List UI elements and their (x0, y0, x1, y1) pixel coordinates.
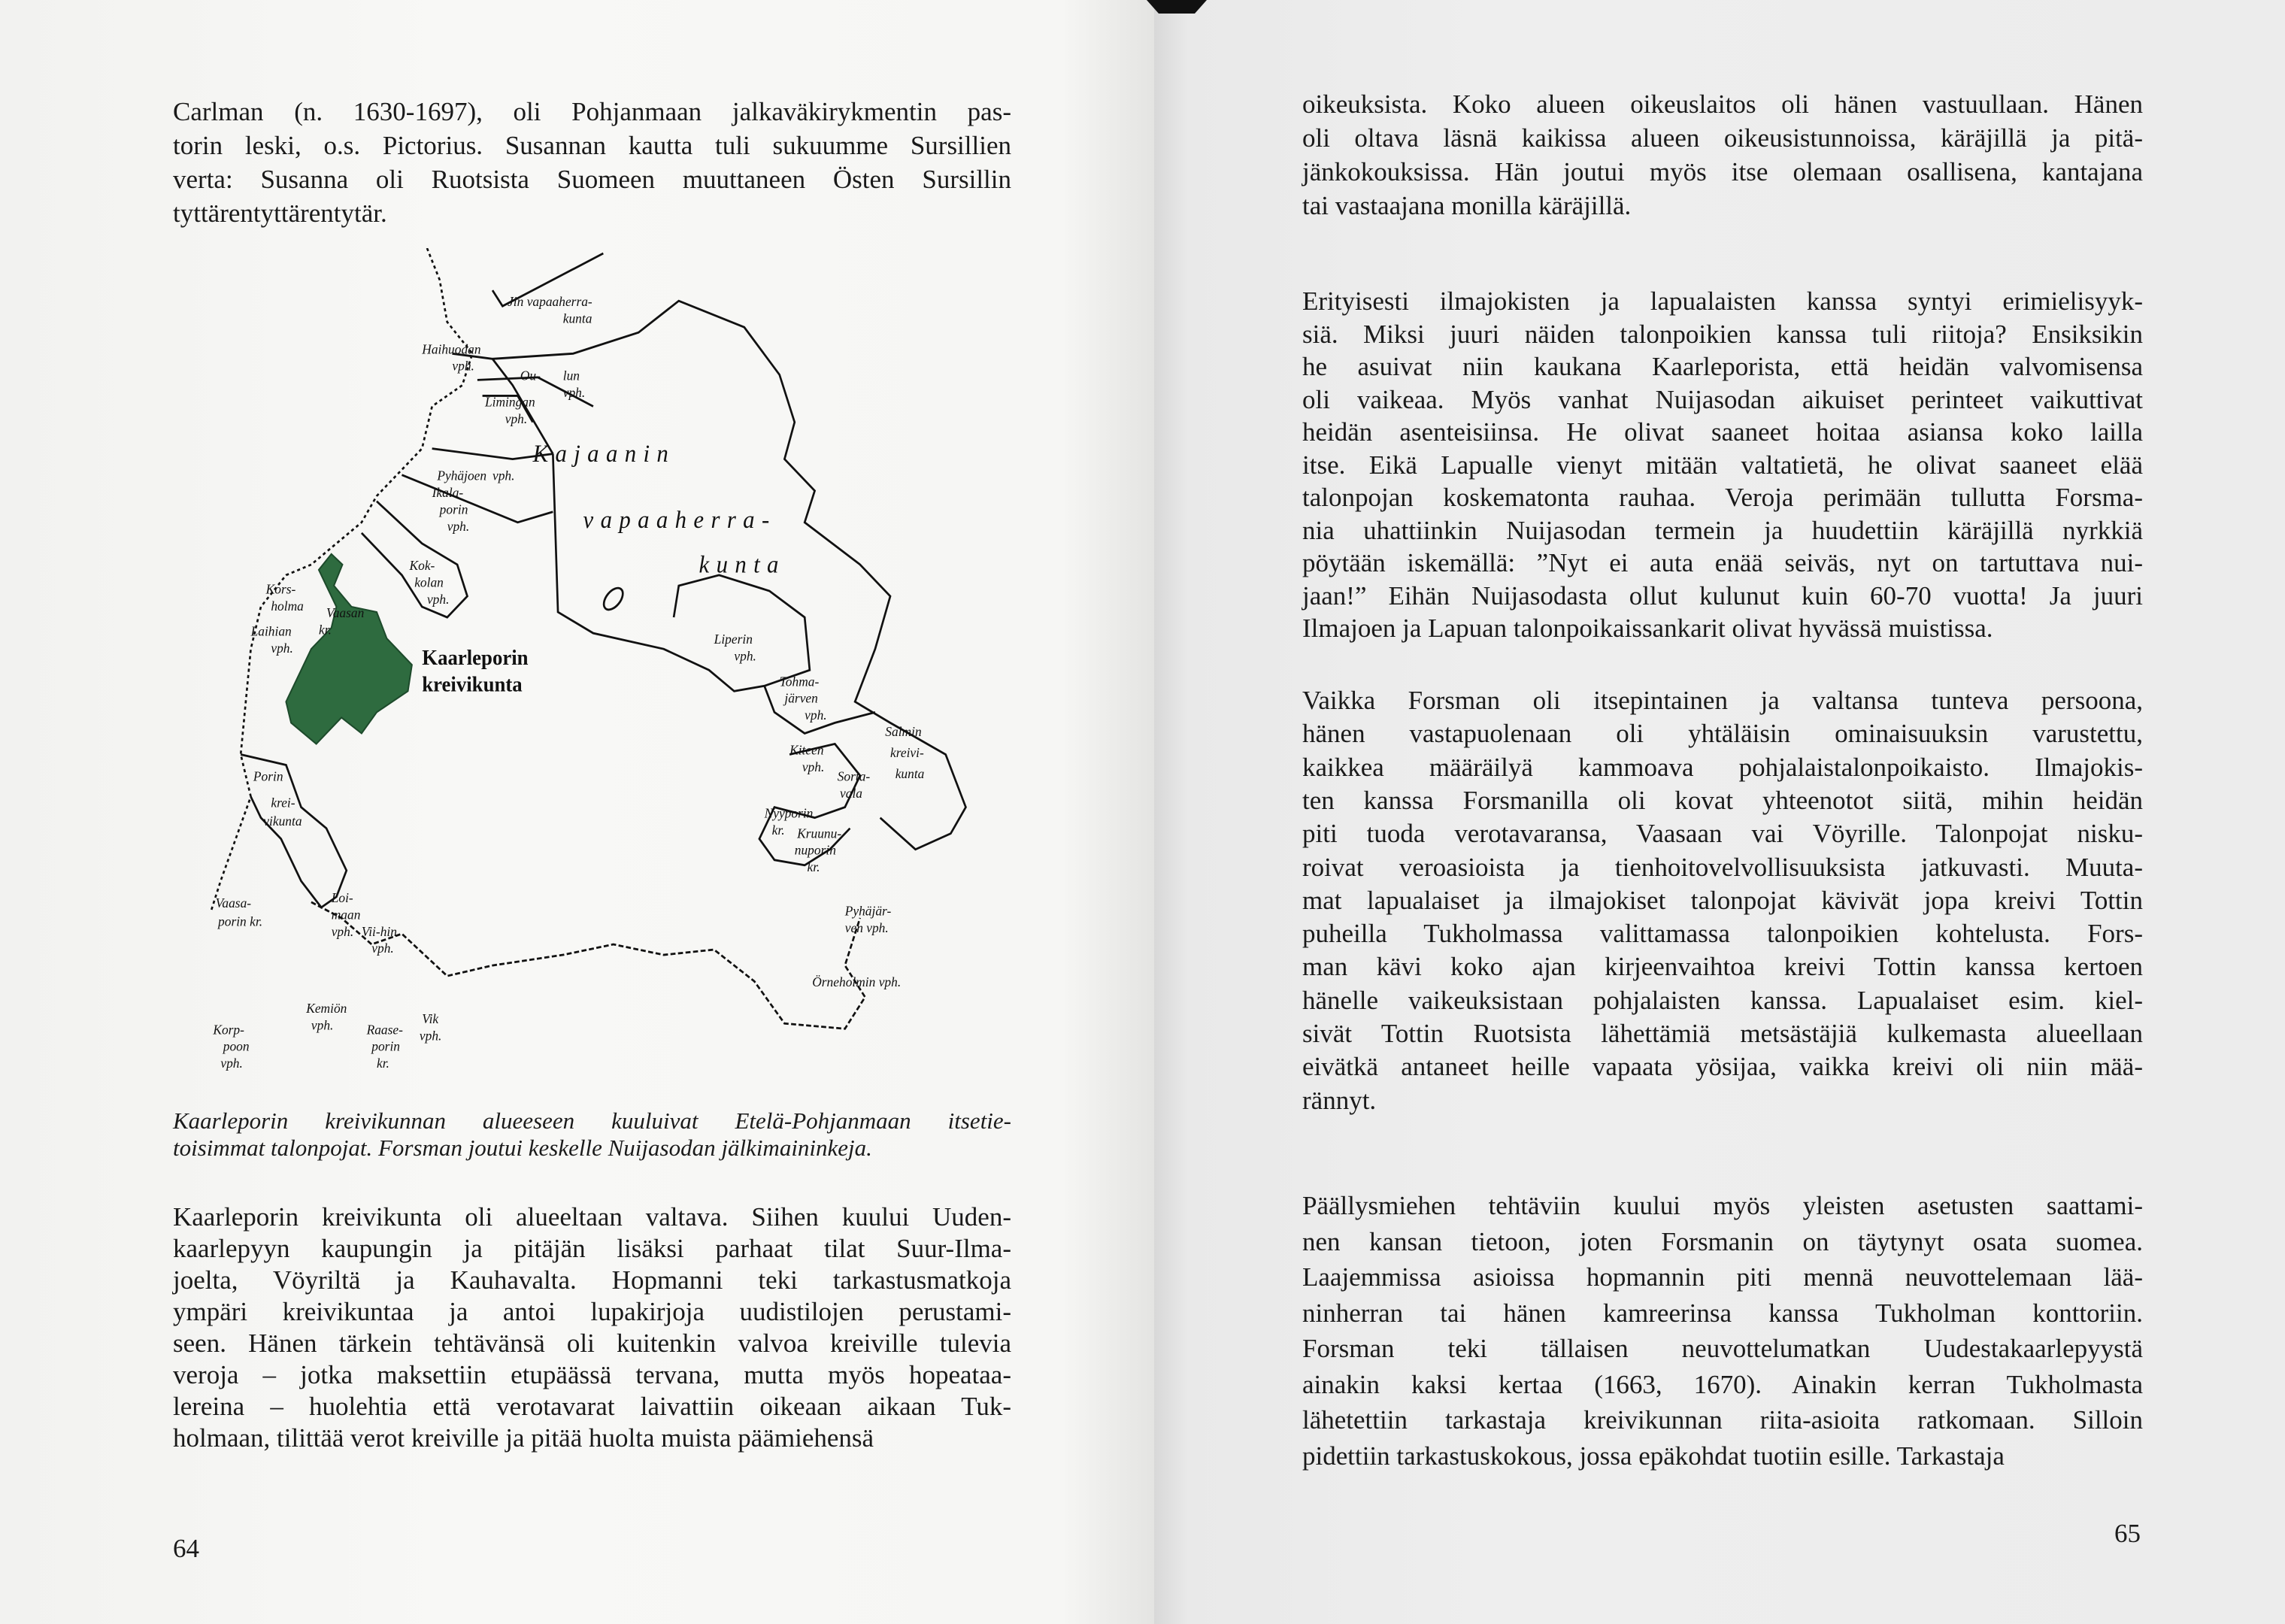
kaarleporin-kreivikunta-region (286, 554, 411, 744)
map-place-label: kunta (562, 311, 592, 326)
paragraph-line: sivät Tottin Ruotsista lähettämiä metsästäjiä kulkemasta alueellaan (1302, 1019, 2143, 1048)
paragraph-line: ninherran tai hänen kamreerinsa kanssa Tukholman konttoriin. (1302, 1298, 2143, 1328)
paragraph-line: siä. Miksi juuri näiden talonpoikien kanssa tuli riitoja? Ensiksikin (1302, 319, 2143, 349)
lake-outline (600, 584, 626, 613)
map-place-label: kr. (771, 822, 785, 838)
paragraph-line: oli oltava läsnä kaikissa alueen oikeusistunnoissa, käräjillä ja pitä- (1302, 123, 2143, 153)
map-place-label: Korp- (213, 1021, 244, 1038)
map-place-label: Vik (422, 1010, 439, 1027)
map-place-label: kr. (376, 1055, 389, 1071)
paragraph-line: nen kansan tietoon, joten Forsmanin on täytynyt osata suomea. (1302, 1226, 2143, 1256)
map-place-label: kunta (895, 765, 925, 782)
map-place-label: maan (331, 906, 361, 923)
map-legend-line-2: kreivikunta (422, 672, 523, 696)
map-place-label: Kors- (265, 581, 296, 597)
paragraph-line: pidettiin tarkastuskokous, jossa epäkohdat tuotiin esille. Tarkastaja (1302, 1441, 2005, 1471)
map-place-label: Örneholmin vph. (812, 974, 902, 990)
map-place-label: Kiteen (789, 742, 824, 758)
map-place-label: vph. (562, 384, 586, 400)
map-place-label: lun (562, 368, 580, 383)
map-place-label: Kruunu- (797, 825, 842, 841)
paragraph-line: hänelle vaikeuksistaan pohjalaisten kanssa. Lapualaiset esim. kiel- (1302, 985, 2143, 1015)
map-place-label: porin (439, 501, 468, 517)
paragraph-line: seen. Hänen tärkein tehtävänsä oli kuitenkin valvoa kreiville tulevia (173, 1329, 1011, 1358)
map-place-label: kr. (318, 622, 332, 638)
map-place-label: Jin vapaaherra- (508, 293, 592, 310)
map-place-label: porin kr. (218, 914, 263, 929)
map-place-label: vph. (271, 640, 293, 656)
map-place-label: järven (784, 690, 818, 706)
map-place-label: Ou- (520, 368, 541, 383)
paragraph-line: piti tuoda verotavaransa, Vaasaan vai Vöyrille. Talonpojat nisku- (1302, 819, 2143, 849)
paragraph-line: ympäri kreivikuntaa ja antoi lupakirjoja uudistilojen perustami- (173, 1297, 1011, 1326)
paragraph-line: Kaarleporin kreivikunta oli alueeltaan valtava. Siihen kuului Uuden- (173, 1202, 1011, 1232)
paragraph-line: mat lapualaiset ja ilmajokiset talonpojat kävivät jopa kreivi Tottin (1302, 885, 2143, 915)
map-place-label: Sorta- (837, 768, 871, 784)
paragraph-line: Forsman teki tällaisen neuvottelumatkan Uudestakaarlepyystä (1302, 1334, 2143, 1363)
map-place-label: kunta (699, 550, 786, 578)
map-place-label: vph. (447, 518, 470, 535)
paragraph-line: joelta, Vöyriltä ja Kauhavalta. Hopmanni teki tarkastusmatkoja (173, 1265, 1011, 1295)
paragraph-line: holmaan, tilittää verot kreiville ja pitää huolta muista päämiehensä (173, 1423, 874, 1453)
map-place-label: vph. (452, 358, 474, 374)
figure-caption-line: toisimmat talonpojat. Forsman joutui keskelle Nuijasodan jälkimaininkeja. (173, 1135, 872, 1161)
paragraph-line: heidän asenteisiinsa. He olivat saaneet hoitaa asiansa koko lailla (1302, 417, 2143, 447)
paragraph-line: man kävi koko ajan kirjeenvaihtoa kreivi Tottin kanssa kertoen (1302, 952, 2143, 982)
map-place-label: kolan (414, 574, 444, 590)
map-place-label: vph. (802, 759, 825, 775)
paragraph-line: kaikkea määräilyä kammoava pohjalaistalonpoikaisto. Ilmajokis- (1302, 752, 2143, 782)
paragraph-line: jaan!” Eihän Nuijasodasta ollut kulunut kuin 60-70 vuotta! Ja juuri (1302, 580, 2143, 611)
paragraph-line: tai vastaajana monilla käräjillä. (1302, 191, 1632, 220)
map-place-label: holma (271, 598, 304, 614)
map-place-label: vph. (419, 1028, 442, 1044)
paragraph-line: Laajemmissa asioissa hopmannin piti mennä neuvottelemaan lää- (1302, 1262, 2143, 1292)
map-place-label: Vaasa- (215, 895, 252, 911)
map-place-label: Porin (253, 768, 283, 784)
map-place-label: Raase- (366, 1021, 403, 1038)
map-legend-line-1: Kaarleporin (422, 646, 529, 670)
paragraph-line: lereina – huolehtia että verotavarat laivattiin oikeaan aikaan Tuk- (173, 1392, 1011, 1421)
map-place-label: Pyhäjär- (844, 903, 892, 919)
map-place-label: vph. (220, 1055, 243, 1071)
map-place-label: Haihuodan (422, 341, 481, 357)
map-place-label: vph. (492, 468, 515, 483)
paragraph-line: Erityisesti ilmajokisten ja lapualaisten kanssa syntyi erimielisyyk- (1302, 286, 2143, 316)
page-number-left: 64 (173, 1534, 199, 1563)
map-place-label: vala (840, 785, 863, 801)
paragraph-line: Ilmajoen ja Lapuan talonpoikaissankarit olivat hyvässä muistissa. (1302, 614, 1993, 643)
paragraph-line: lähetettiin tarkastaja kreivikunnan riita-asioita ratkomaan. Silloin (1302, 1405, 2143, 1435)
paragraph-line: kaarlepyyn kaupungin ja pitäjän lisäksi parhaat tilat Suur-Ilma- (173, 1234, 1011, 1263)
paragraph-line: veroja – jotka maksettiin etupäässä tervana, mutta myös hopeataa- (173, 1360, 1011, 1389)
map-place-label: poon (223, 1038, 250, 1054)
map-place-label: vapaaherra- (583, 506, 777, 533)
paragraph-line: rännyt. (1302, 1085, 1377, 1115)
map-place-label: Salmin (885, 723, 922, 740)
page-number-right: 65 (2114, 1519, 2141, 1548)
map-place-label: vikunta (263, 813, 302, 829)
map-place-label: Kok- (409, 557, 435, 574)
south-coast (311, 902, 865, 1029)
paragraph-line: verta: Susanna oli Ruotsista Suomeen muuttaneen Östen Sursillin (173, 165, 1011, 194)
paragraph-line: oikeuksista. Koko alueen oikeuslaitos oli hänen vastuullaan. Hänen (1302, 89, 2143, 119)
map-place-label: Vaasan (326, 604, 365, 621)
map-place-label: kreivi- (890, 744, 924, 761)
map-place-label: Limingan (484, 394, 535, 410)
map-place-label: Laihian (250, 623, 292, 639)
map-place-label: vph. (805, 707, 827, 723)
map-place-label: Vii-hin (361, 923, 397, 939)
map-place-label: Tohma- (779, 673, 820, 689)
map-place-label: porin (371, 1038, 401, 1054)
historical-map (211, 248, 1000, 1075)
map-place-label: vph. (734, 648, 756, 664)
paragraph-line: ten kanssa Forsmanilla oli kovat yhteenotot siitä, mihin heidän (1302, 785, 2143, 815)
paragraph-line: pöytään iskemällä: ”Nyt ei auta enää seiväs, nyt on tartuttava nui- (1302, 548, 2143, 577)
map-place-label: nuporin (794, 842, 836, 858)
paragraph-line: oli vaikeaa. Myös vanhat Nuijasodan aikuiset perinteet vaikuttivat (1302, 384, 2143, 414)
paragraph-line: eivätkä antaneet heille vapaata yösijaa, vaikka kreivi oli niin mää- (1302, 1052, 2143, 1082)
paragraph-line: he asuivat niin kaukana Kaarleporista, että heidän valvomisensa (1302, 352, 2143, 381)
figure-caption-line: Kaarleporin kreivikunnan alueeseen kuuluivat Etelä-Pohjanmaan itsetie- (173, 1107, 1011, 1134)
map-place-label: Ikala- (432, 484, 464, 501)
paragraph-line: Päällysmiehen tehtäviin kuului myös yleisten asetusten saattami- (1302, 1191, 2143, 1220)
map-place-label: vph. (371, 940, 394, 956)
paragraph-line: tyttärentyttärentytär. (173, 198, 387, 228)
paragraph-line: torin leski, o.s. Pictorius. Susannan kautta tuli sukuumme Sursillien (173, 131, 1011, 160)
paragraph-line: talonpojan koskematonta rauhaa. Veroja perimään tullutta Forsma- (1302, 483, 2143, 512)
map-place-label: ven vph. (844, 920, 889, 935)
map-place-label: vph. (505, 411, 528, 427)
map-place-label: Loi- (331, 889, 353, 905)
paragraph-line: roivat veroasioista ja tienhoitovelvollisuuksista jatkuvasti. Muuta- (1302, 852, 2143, 882)
paragraph-line: Carlman (n. 1630-1697), oli Pohjanmaan jalkaväkirykmentin pas- (173, 97, 1011, 126)
paragraph-line: itse. Eikä Lapualle vienyt mitään valtatietä, he olivat saaneet elää (1302, 450, 2143, 480)
paragraph-line: puheilla Tukholmassa valittamassa talonpoikien kohtelusta. Fors- (1302, 919, 2143, 949)
paragraph-line: jänkokouksissa. Hän joutui myös itse olemaan osallisena, kantajana (1302, 157, 2143, 186)
paragraph-line: hänen vastapuolenaan oli yhtäläisin ominaisuuksin varustettu, (1302, 719, 2143, 749)
map-place-label: Kajaanin (532, 440, 676, 468)
map-place-label: vph. (426, 591, 450, 607)
paragraph-line: nia uhattiinkin Nuijasodan termein ja huudettiin käräjillä nyrkkiä (1302, 515, 2143, 545)
map-place-label: Nyyporin (764, 805, 814, 821)
map-place-label: vph. (311, 1017, 334, 1033)
map-place-label: vph. (331, 923, 354, 939)
map-place-label: krei- (271, 795, 295, 810)
paragraph-line: ainakin kaksi kertaa (1663, 1670). Ainakin kerran Tukholmasta (1302, 1369, 2143, 1399)
map-place-label: Pyhäjoen (437, 468, 487, 483)
map-place-label: Liperin (714, 631, 753, 647)
map-place-label: Kemiön (306, 1000, 347, 1017)
map-place-label: kr. (807, 859, 820, 875)
paragraph-line: Vaikka Forsman oli itsepintainen ja valtansa tunteva persoona, (1302, 686, 2143, 715)
